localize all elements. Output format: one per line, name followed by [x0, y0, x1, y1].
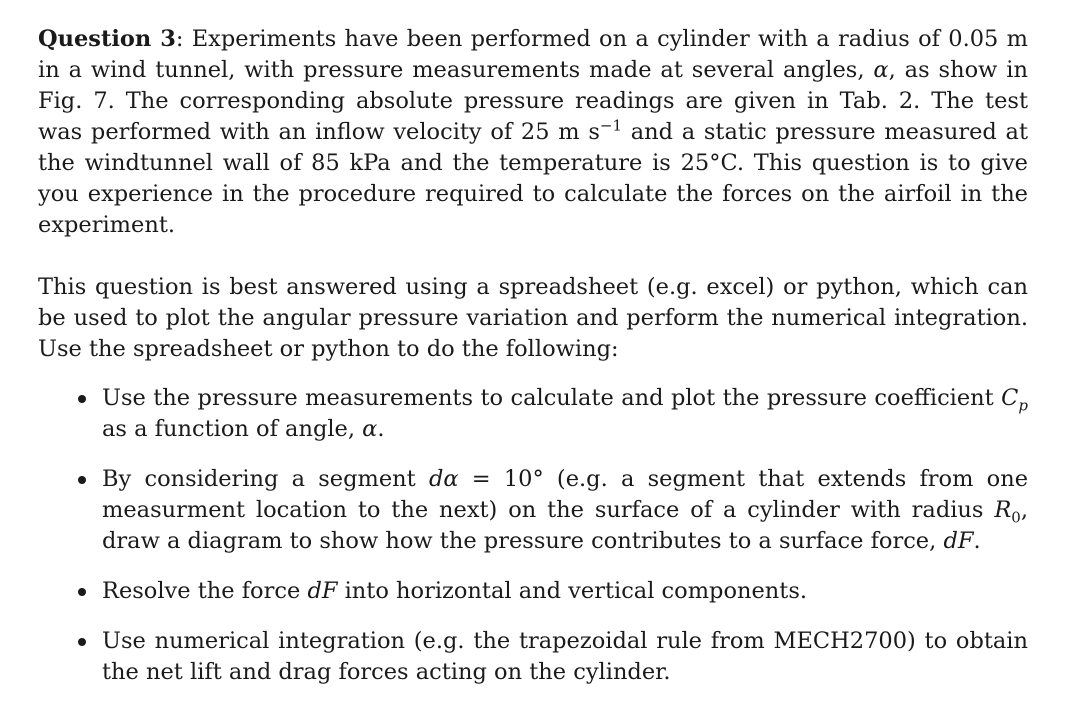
alpha-symbol: α — [873, 57, 889, 83]
question-text-3: and a static pressure measured at the windtunnel wall of 85 kPa and the temperature is 25°C. This question is to give you experience in the procedure required to calculate the forces on the airfoil in the experiment. — [38, 119, 1028, 238]
alpha-symbol: α — [362, 416, 378, 442]
task-2-text-2: = 10° (e.g. a segment that extends from one measurment location to the next) on the surface of a cylinder with radius — [102, 466, 1029, 523]
question-text-1: Experiments have been performed on a cylinder with a radius of 0.05 m in a wind tunnel, with pressure measurements made at several angles, — [38, 26, 1028, 83]
force-symbol: dF — [307, 578, 338, 604]
segment-symbol: dα — [428, 466, 459, 492]
instructions-paragraph: This question is best answered using a spreadsheet (e.g. excel) or python, which can be used to plot the angular pressure variation and perform the numerical integration. Use the spreadsheet or python to do the following: — [38, 274, 1028, 362]
task-item-numerical-integration — [102, 626, 1028, 688]
task-4-text-1: Use numerical integration (e.g. the trapezoidal rule from MECH2700) to obtain the net lift and drag forces acting on the cylinder. — [102, 628, 1028, 685]
task-3-text-2: into horizontal and vertical components. — [337, 578, 808, 604]
task-2-text-3: , draw a diagram to show how the pressure contributes to a surface force, — [102, 497, 1028, 554]
radius-subscript: 0 — [1011, 508, 1021, 527]
velocity-exponent: −1 — [599, 116, 622, 135]
document-page — [38, 24, 1028, 707]
task-1-text-2: as a function of angle, — [102, 416, 363, 442]
bullet-marker — [78, 395, 86, 403]
radius-symbol: R — [994, 497, 1012, 523]
task-2-text-1: By considering a segment — [102, 466, 429, 492]
task-3-text-1: Resolve the force — [102, 578, 308, 604]
task-item-cp-plot — [102, 383, 1028, 445]
question-label: Question 3 — [38, 26, 176, 52]
task-2-text-4: . — [973, 528, 981, 554]
question-paragraph — [38, 24, 1028, 241]
bullet-marker — [78, 588, 86, 596]
cp-subscript: p — [1018, 396, 1028, 415]
task-1-text-1: Use the pressure measurements to calculate and plot the pressure coefficient — [102, 385, 1002, 411]
task-list — [38, 383, 1028, 688]
bullet-marker — [78, 638, 86, 646]
question-text-2: , as show in Fig. 7. The corresponding absolute pressure readings are given in Tab. 2. The test was performed with an inflow velocity of 25 m s — [38, 57, 1028, 145]
force-symbol: dF — [943, 528, 974, 554]
bullet-marker — [78, 476, 86, 484]
task-1-text-3: . — [377, 416, 385, 442]
question-colon: : — [175, 26, 184, 52]
cp-symbol: C — [1001, 385, 1019, 411]
task-item-segment-diagram — [102, 464, 1028, 557]
task-item-resolve-force — [102, 576, 1028, 607]
